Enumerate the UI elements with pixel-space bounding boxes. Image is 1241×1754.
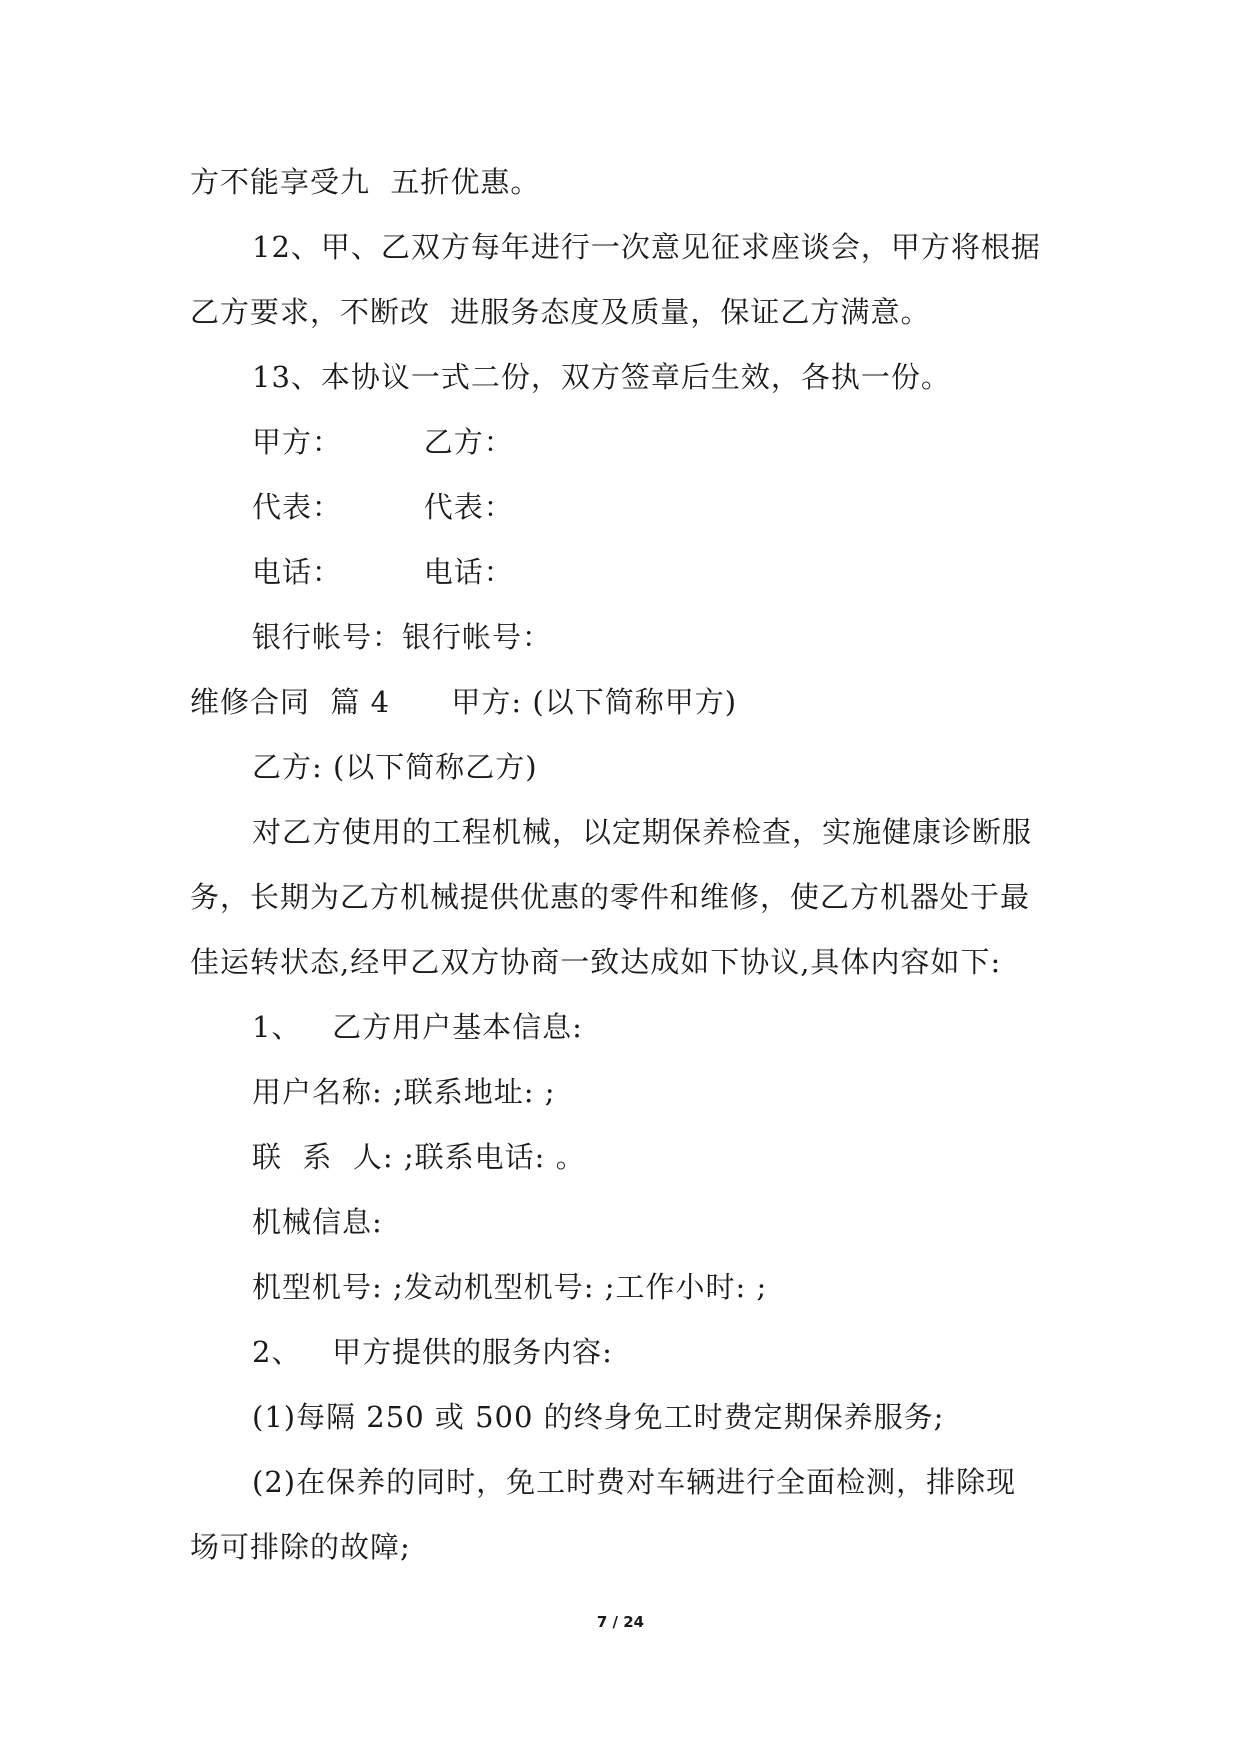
text-line: 13、本协议一式二份，双方签章后生效，各执一份。	[252, 360, 951, 394]
signature-line-phone: 电话： 电话：	[252, 555, 514, 589]
text-line: 场可排除的故障;	[190, 1530, 411, 1564]
signature-line-bank-account: 银行帐号：银行帐号：	[252, 620, 553, 654]
text-line: 务，长期为乙方机械提供优惠的零件和维修，使乙方机器处于最	[190, 880, 1031, 914]
page-number: 7 / 24	[596, 1613, 645, 1631]
text-line: 机械信息:	[252, 1205, 383, 1239]
text-line: (1)每隔 250 或 500 的终身免工时费定期保养服务;	[252, 1400, 945, 1434]
text-line: 联 系 人: ;联系电话: 。	[252, 1140, 586, 1174]
text-line: 方不能享受九 五折优惠。	[190, 165, 541, 199]
text-line: 乙方要求，不断改 进服务态度及质量，保证乙方满意。	[190, 295, 931, 329]
signature-line-representative: 代表： 代表：	[252, 490, 514, 524]
text-line: (2)在保养的同时，免工时费对车辆进行全面检测，排除现	[252, 1465, 1017, 1499]
text-line: 对乙方使用的工程机械，以定期保养检查，实施健康诊断服	[252, 815, 1033, 849]
text-line: 机型机号: ;发动机型机号: ;工作小时: ;	[252, 1270, 768, 1304]
text-line: 乙方: (以下简称乙方)	[252, 750, 538, 784]
section-heading: 维修合同 篇 4 甲方: (以下简称甲方)	[190, 685, 738, 719]
signature-line-party: 甲方： 乙方：	[252, 425, 514, 459]
text-line: 佳运转状态,经甲乙双方协商一致达成如下协议,具体内容如下:	[190, 945, 1002, 979]
text-line: 2、 甲方提供的服务内容:	[252, 1335, 613, 1369]
text-line: 用户名称: ;联系地址: ;	[252, 1075, 556, 1109]
text-line: 12、甲、乙双方每年进行一次意见征求座谈会，甲方将根据	[252, 230, 1041, 264]
text-line: 1、 乙方用户基本信息:	[252, 1010, 583, 1044]
